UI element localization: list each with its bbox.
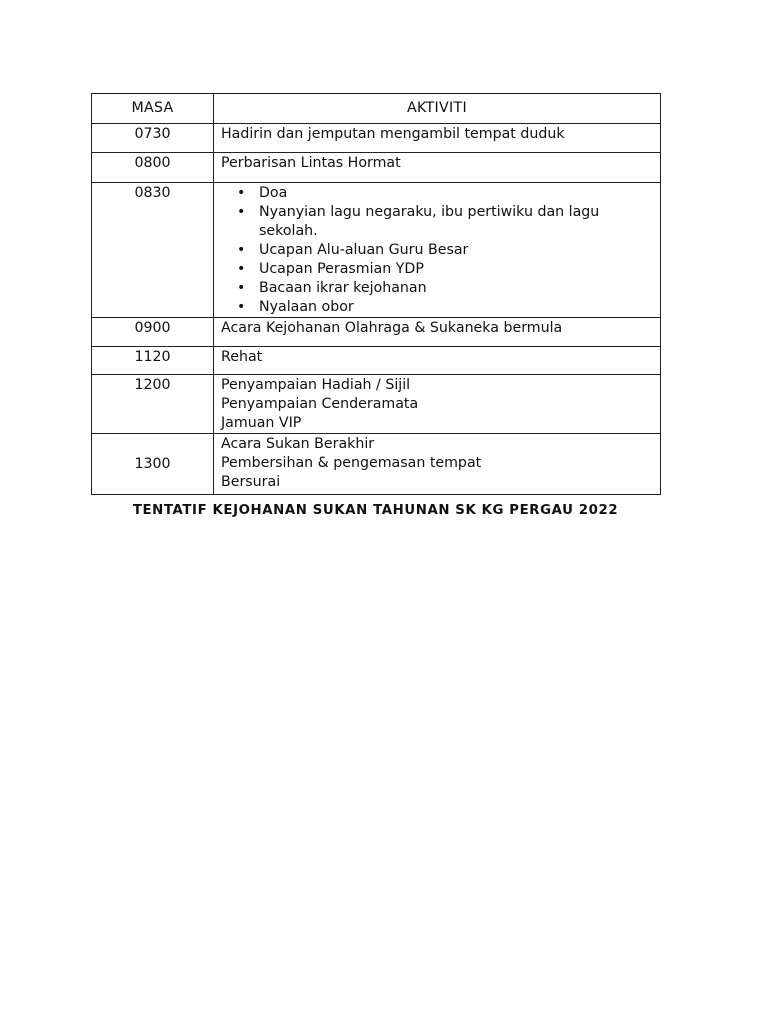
header-masa: MASA <box>92 94 214 124</box>
table-header-row <box>92 94 661 124</box>
time-cell: 1120 <box>92 347 214 375</box>
activity-line: Jamuan VIP <box>221 415 302 431</box>
table-row <box>92 375 661 434</box>
header-aktiviti: AKTIVITI <box>214 94 661 124</box>
table-row <box>92 434 661 495</box>
activity-line: Penyampaian Cenderamata <box>221 396 419 412</box>
table-row <box>92 183 661 318</box>
schedule-table <box>91 93 661 495</box>
activity-cell: Acara Kejohanan Olahraga & Sukaneka bermula <box>214 318 661 347</box>
time-cell: 1300 <box>92 434 214 495</box>
list-item: • Bacaan ikrar kejohanan <box>221 279 660 298</box>
time-cell: 0830 <box>92 183 214 318</box>
activity-line: Pembersihan & pengemasan tempat <box>221 455 482 471</box>
time-cell: 0730 <box>92 124 214 153</box>
table-row <box>92 153 661 183</box>
activity-line: Acara Sukan Berakhir <box>221 436 375 452</box>
activity-bullet-list <box>221 184 660 317</box>
activity-line: Bersurai <box>221 474 281 490</box>
activity-cell: Perbarisan Lintas Hormat <box>214 153 661 183</box>
activity-cell <box>214 183 661 318</box>
activity-line: Penyampaian Hadiah / Sijil <box>221 377 411 393</box>
list-item: • Nyalaan obor <box>221 298 660 317</box>
table-row <box>92 318 661 347</box>
time-cell: 0800 <box>92 153 214 183</box>
list-item: • Ucapan Perasmian YDP <box>221 260 660 279</box>
list-item: • Doa <box>221 184 660 203</box>
table-row <box>92 347 661 375</box>
time-cell: 1200 <box>92 375 214 434</box>
table-caption: TENTATIF KEJOHANAN SUKAN TAHUNAN SK KG PERGAU 2022 <box>132 503 619 518</box>
list-item: • Ucapan Alu-aluan Guru Besar <box>221 241 660 260</box>
table-row <box>92 124 661 153</box>
list-item: • Nyanyian lagu negaraku, ibu pertiwiku dan lagu sekolah. <box>221 203 660 241</box>
activity-cell: Hadirin dan jemputan mengambil tempat duduk <box>214 124 661 153</box>
activity-cell <box>214 434 661 495</box>
activity-cell <box>214 375 661 434</box>
time-cell: 0900 <box>92 318 214 347</box>
activity-cell: Rehat <box>214 347 661 375</box>
